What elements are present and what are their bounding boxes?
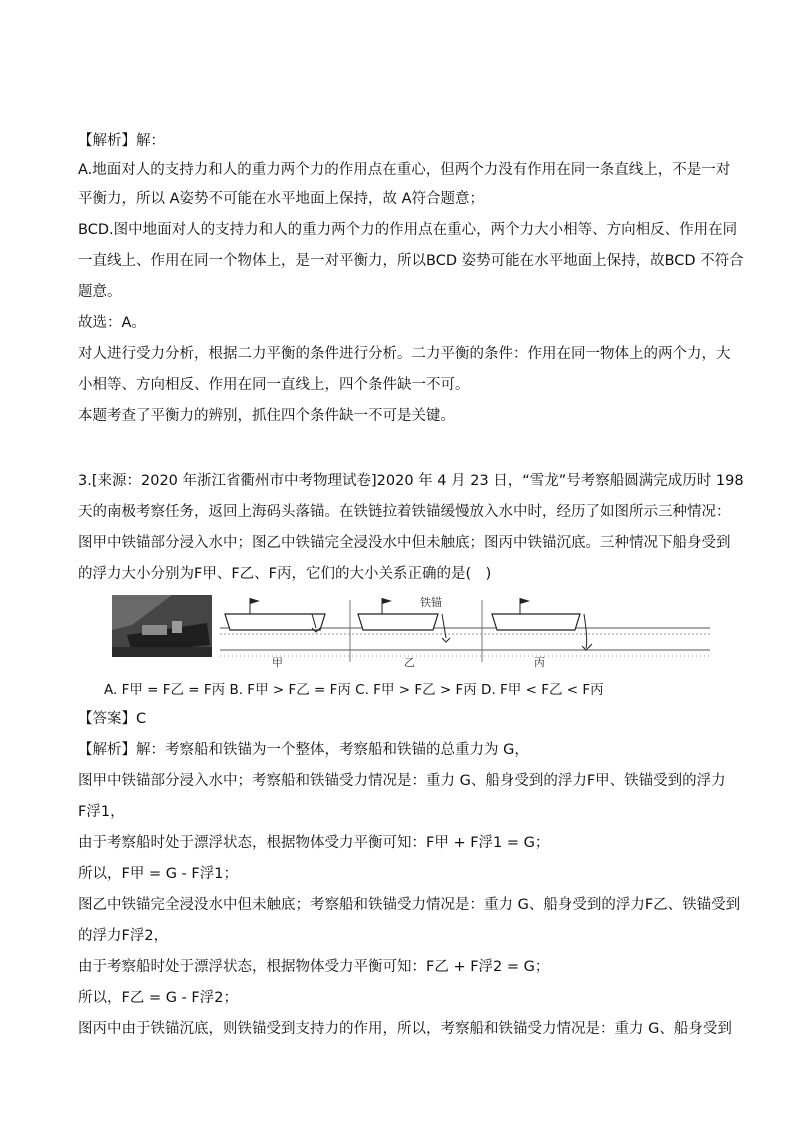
analysis-line: BCD.图中地面对人的支持力和人的重力两个力的作用点在重心，两个力大小相等、方向相反、作用在同: [78, 222, 738, 238]
panel-label-jia: 甲: [272, 656, 283, 669]
panel-label-bing: 丙: [534, 656, 545, 669]
panel-label-yi: 乙: [404, 656, 415, 669]
analysis-line: 【解析】解：考察船和铁锚为一个整体，考察船和铁锚的总重力为 G，: [78, 742, 529, 758]
analysis-line: 图丙中由于铁锚沉底，则铁锚受到支持力的作用，所以，考察船和铁锚受力情况是：重力 G、船身受到: [78, 1021, 732, 1037]
analysis-line: 所以，F乙 = G - F浮2；: [78, 990, 238, 1006]
answer-line: 【答案】C: [78, 711, 147, 727]
answer-choice-line: 故选：A。: [78, 315, 146, 331]
analysis-line: 小相等、方向相反、作用在同一直线上，四个条件缺一不可。: [78, 377, 470, 393]
analysis-heading: 【解析】解：: [78, 133, 165, 149]
analysis-summary-line: 本题考查了平衡力的辨别，抓住四个条件缺一不可是关键。: [78, 408, 455, 424]
question-line: 天的南极考察任务，返回上海码头落锚。在铁链拉着铁锚缓慢放入水中时，经历了如图所示三种情况：: [78, 504, 731, 520]
question-figure: [112, 590, 710, 672]
analysis-line: A.地面对人的支持力和人的重力两个力的作用点在重心，但两个力没有作用在同一条直线上，不是一对: [78, 162, 731, 178]
analysis-line: F浮1，: [78, 804, 125, 820]
question-line: 的浮力大小分别为F甲、F乙、F丙，它们的大小关系正确的是( ): [78, 566, 492, 582]
analysis-line: 所以，F甲 = G - F浮1；: [78, 866, 238, 882]
analysis-line: 一直线上、作用在同一个物体上，是一对平衡力，所以BCD 姿势可能在水平地面上保持，故BCD 不符合: [78, 253, 744, 269]
answer-options: A. F甲 = F乙 = F丙 B. F甲 > F乙 = F丙 C. F甲 > F乙 > F丙 D. F甲 < F乙 < F丙: [104, 682, 604, 698]
question-line: 图甲中铁锚部分浸入水中；图乙中铁锚完全浸没水中但未触底；图丙中铁锚沉底。三种情况下船身受到: [78, 535, 731, 551]
analysis-line: 图甲中铁锚部分浸入水中；考察船和铁锚受力情况是：重力 G、船身受到的浮力F甲、铁锚受到的浮力: [78, 773, 726, 789]
analysis-line: 题意。: [78, 284, 122, 300]
analysis-line: 平衡力，所以 A姿势不可能在水平地面上保持，故 A符合题意；: [78, 191, 485, 207]
analysis-line: 由于考察船时处于漂浮状态，根据物体受力平衡可知：F甲 + F浮1 = G；: [78, 835, 550, 851]
analysis-line: 的浮力F浮2，: [78, 928, 169, 944]
analysis-line: 由于考察船时处于漂浮状态，根据物体受力平衡可知：F乙 + F浮2 = G；: [78, 959, 550, 975]
anchor-diagram: [220, 590, 710, 672]
anchor-label: 铁锚: [420, 596, 442, 609]
ship-photo: [112, 595, 212, 657]
analysis-line: 对人进行受力分析，根据二力平衡的条件进行分析。二力平衡的条件：作用在同一物体上的两个力，大: [78, 346, 731, 362]
analysis-line: 图乙中铁锚完全浸没水中但未触底；考察船和铁锚受力情况是：重力 G、船身受到的浮力F乙、铁锚受到: [78, 897, 741, 913]
question-line: 3.[来源：2020 年浙江省衢州市中考物理试卷]2020 年 4 月 23 日，“雪龙”号考察船圆满完成历时 198: [78, 473, 744, 489]
